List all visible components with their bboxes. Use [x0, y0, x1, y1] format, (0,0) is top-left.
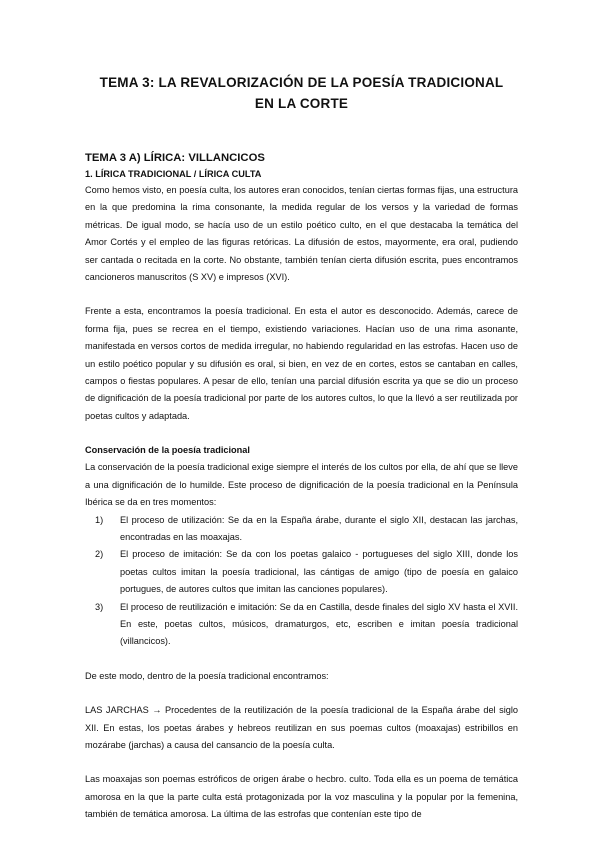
paragraph-2: Frente a esta, encontramos la poesía tradicional. En esta el autor es desconocido. Además, carece de forma fija, pues se recrea en el tiempo, existiendo variaciones. Hacían uso de una rima asonante, manifestada en versos cortos de medida irregular, no habiendo regularidad en las estrofas. Hacen uso de un estilo poético popular y su difusión es oral, si bien, en vez de en cortes, estos se cantaban en calles, campos o fiestas populares. A pesar de ello, tenían una parcial difusión escrita ya que se dio un proceso de dignificación de la poesía tradicional por parte de los autores cultos, lo que la llevó a ser reutilizada por poetas cultos y adaptada. [85, 306, 518, 421]
list-item-text: El proceso de imitación: Se da con los poetas galaico - portugueses del siglo XIII, donde los poetas cultos imitan la poesía tradicional, las cántigas de amigo (tipo de poesía en galaico portugues, de autores cultos que imitan las canciones populares). [120, 549, 518, 595]
list-item-number: 3) [95, 601, 104, 612]
section-heading: TEMA 3 A) LÍRICA: VILLANCICOS [85, 152, 265, 164]
list-item-number: 2) [95, 549, 104, 560]
subsection-heading: 1. LÍRICA TRADICIONAL / LÍRICA CULTA [85, 169, 262, 179]
list-item [95, 512, 518, 547]
paragraph-4: De este modo, dentro de la poesía tradicional encontramos: [85, 670, 329, 681]
list-item-number: 1) [95, 514, 104, 525]
paragraph-5: LAS JARCHAS → Procedentes de la reutilización de la poesía tradicional de la España árabe del siglo XII. En estas, los poetas árabes y hebreos reutilizan en sus poemas cultos (moaxajas) estribillos en mozárabe (jarchas) a causa del cansancio de la poesía culta. [85, 705, 518, 750]
document-title [85, 72, 518, 114]
list-item [95, 546, 518, 598]
paragraph-1: Como hemos visto, en poesía culta, los autores eran conocidos, tenían ciertas formas fijas, una estructura en la que predomina la rima consonante, la medida regular de los versos y la variedad de formas métricas. De igual modo, se hacía uso de un estilo poético culto, en el que destacaba la temática del Amor Cortés y el empleo de las figuras retóricas. La difusión de estos, mayormente, era oral, pudiendo ser cantada o recitada en la corte. No obstante, también tenían cierta difusión escrita, pues encontramos cancioneros manuscritos (S XV) e impresos (XVI). [85, 185, 518, 283]
list-item-text: El proceso de reutilización e imitación: Se da en Castilla, desde finales del siglo XV hasta el XVII. En este, poetas cultos, músicos, dramaturgos, etc, escriben e imitan poesía tradicional (villancicos). [120, 601, 518, 647]
conservation-heading: Conservación de la poesía tradicional [85, 445, 250, 456]
paragraph-3: La conservación de la poesía tradicional exige siempre el interés de los cultos por ella, de ahí que se lleve a una dignificación de lo humilde. Este proceso de dignificación de la poesía tradicional en la Península Ibérica se da en tres momentos: [85, 462, 518, 508]
title-line-1: TEMA 3: LA REVALORIZACIÓN DE LA POESÍA TRADICIONAL [99, 75, 504, 90]
process-list [85, 512, 518, 651]
list-item [95, 599, 518, 651]
list-item-text: El proceso de utilización: Se da en la España árabe, durante el siglo XII, destacan las jarchas, encontradas en las moaxajas. [120, 514, 518, 542]
paragraph-6: Las moaxajas son poemas estróficos de origen árabe o hecbro. culto. Toda ella es un poema de temática amorosa en la que la parte culta está protagonizada por la voz masculina y la popular por la femenina, también de temática amorosa. La última de las estrofas que contenían este tipo de [85, 774, 518, 820]
title-line-2: EN LA CORTE [254, 96, 349, 111]
